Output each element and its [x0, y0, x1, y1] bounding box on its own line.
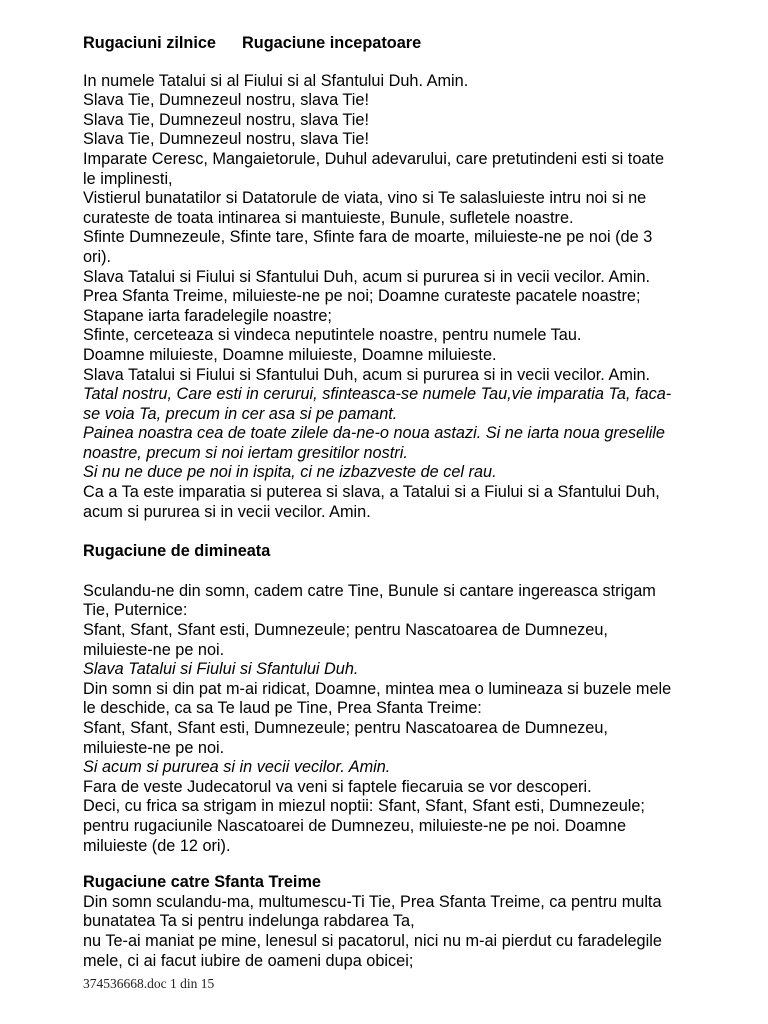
text-line: Ca a Ta este imparatia si puterea si slava, a Tatalui si a Fiului si a Sfantului Duh, [83, 483, 660, 502]
text-line: miluieste-ne pe noi. [83, 738, 225, 757]
text-line: curateste de toata intinarea si mantuieste, Bunule, sufletele noastre. [83, 208, 574, 227]
heading-rugaciune-incepatoare: Rugaciune incepatoare [242, 34, 422, 52]
text-line: nu Te-ai maniat pe mine, lenesul si pacatorul, nici nu m-ai pierdut cu faradelegile [83, 931, 662, 950]
text-line: Slava Tatalui si Fiului si Sfantului Duh, acum si pururea si in vecii vecilor. Amin. [83, 267, 651, 286]
text-line: Sfinte Dumnezeule, Sfinte tare, Sfinte fara de moarte, miluieste-ne pe noi (de 3 [83, 228, 653, 247]
section-heading-morning-prayer: Rugaciune de dimineata [83, 542, 271, 561]
text-line: ori). [83, 247, 112, 266]
heading-rugaciuni-zilnice: Rugaciuni zilnice [83, 34, 216, 52]
text-line: se voia Ta, precum in cer asa si pe pamant. [83, 404, 398, 423]
text-line: Prea Sfanta Treime, miluieste-ne pe noi; Doamne curateste pacatele noastre; [83, 287, 641, 306]
text-line: Tatal nostru, Care esti in cerurui, sfinteasca-se numele Tau,vie imparatia Ta, faca- [83, 385, 672, 404]
text-line: mele, ci ai facut iubire de oameni dupa obicei; [83, 951, 414, 970]
section-1-text [83, 72, 743, 523]
section-heading-holy-trinity-prayer: Rugaciune catre Sfanta Treime [83, 873, 321, 892]
text-line: miluieste-ne pe noi. [83, 640, 225, 659]
text-line: Deci, cu frica sa strigam in miezul noptii: Sfant, Sfant, Sfant esti, Dumnezeule; [83, 797, 645, 816]
text-line: Slava Tie, Dumnezeul nostru, slava Tie! [83, 91, 369, 110]
text-line: In numele Tatalui si al Fiului si al Sfantului Duh. Amin. [83, 71, 469, 90]
text-line: Slava Tie, Dumnezeul nostru, slava Tie! [83, 110, 369, 129]
text-line: Fara de veste Judecatorul va veni si faptele fiecaruia se vor descoperi. [83, 777, 592, 796]
text-line: pentru rugaciunile Nascatoarei de Dumnezeu, miluieste-ne pe noi. Doamne [83, 816, 627, 835]
text-line: Vistierul bunatatilor si Datatorule de viata, vino si Te salasluieste intru noi si ne [83, 189, 647, 208]
text-line: Sfant, Sfant, Sfant esti, Dumnezeule; pentru Nascatoarea de Dumnezeu, [83, 621, 608, 640]
text-line: Painea noastra cea de toate zilele da-ne-o noua astazi. Si ne iarta noua greselile [83, 424, 665, 443]
text-line: Stapane iarta faradelegile noastre; [83, 306, 332, 325]
text-line: miluieste (de 12 ori). [83, 836, 231, 855]
text-line: noastre, precum si noi iertam gresitilor nostri. [83, 443, 408, 462]
section-2-text [83, 582, 743, 856]
text-line: le implinesti, [83, 169, 173, 188]
text-line: Si acum si pururea si in vecii vecilor. Amin. [83, 758, 391, 777]
text-line: Imparate Ceresc, Mangaietorule, Duhul adevarului, care pretutindeni esti si toate [83, 149, 665, 168]
text-line: Si nu ne duce pe noi in ispita, ci ne izbazveste de cel rau. [83, 463, 497, 482]
text-line: acum si pururea si in vecii vecilor. Amin. [83, 502, 371, 521]
text-line: Sculandu-ne din somn, cadem catre Tine, Bunule si cantare ingereasca strigam [83, 581, 656, 600]
page-footer: 374536668.doc 1 din 15 [83, 976, 215, 991]
text-line: Sfant, Sfant, Sfant esti, Dumnezeule; pentru Nascatoarea de Dumnezeu, [83, 719, 608, 737]
text-line: Tie, Puternice: [83, 601, 188, 620]
text-line: Slava Tatalui si Fiului si Sfantului Duh, acum si pururea si in vecii vecilor. Amin. [83, 365, 651, 384]
section-3-text [83, 893, 743, 971]
text-line: Slava Tatalui si Fiului si Sfantului Duh. [83, 660, 359, 679]
text-line: bunatatea Ta si pentru indelunga rabdarea Ta, [83, 912, 415, 931]
document-body [83, 34, 743, 971]
text-line: le deschide, ca sa Te laud pe Tine, Prea Sfanta Treime: [83, 699, 482, 718]
text-line: Sfinte, cerceteaza si vindeca neputintele noastre, pentru numele Tau. [83, 326, 582, 345]
text-line: Doamne miluieste, Doamne miluieste, Doamne miluieste. [83, 345, 497, 364]
text-line: Din somn si din pat m-ai ridicat, Doamne, mintea mea o lumineaza si buzele mele [83, 679, 672, 698]
section-heading-daily-prayers [83, 34, 743, 54]
text-line: Slava Tie, Dumnezeul nostru, slava Tie! [83, 130, 369, 149]
text-line: Din somn sculandu-ma, multumescu-Ti Tie, Prea Sfanta Treime, ca pentru multa [83, 892, 662, 911]
